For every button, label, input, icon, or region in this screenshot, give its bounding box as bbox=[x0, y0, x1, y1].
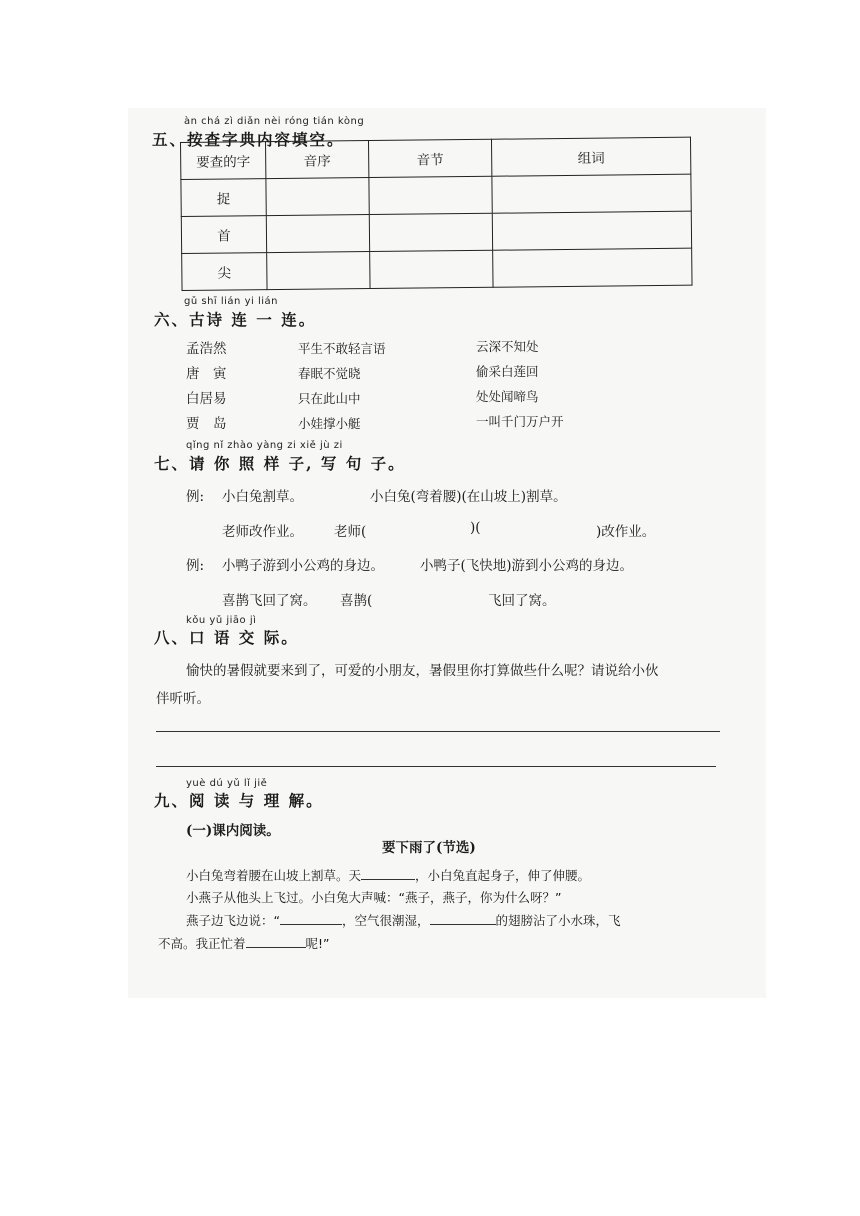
answer-blank[interactable] bbox=[246, 935, 306, 948]
s5-title: 五、按查字典内容填空。 bbox=[152, 130, 345, 149]
passage-text: ，空气很潮湿， bbox=[341, 913, 430, 928]
answer-cell[interactable] bbox=[370, 250, 493, 288]
poet-name: 白居易 bbox=[186, 391, 227, 407]
row-char: 尖 bbox=[182, 253, 267, 291]
s9-pinyin: yuè dú yǔ lǐ jiě bbox=[186, 778, 268, 789]
poem-first-line[interactable]: 平生不敢轻言语 bbox=[298, 341, 386, 356]
passage-line-1 bbox=[186, 866, 590, 884]
answer-cell[interactable] bbox=[369, 213, 492, 251]
question-start: 老师( bbox=[334, 524, 367, 540]
poet-name: 孟浩然 bbox=[186, 341, 227, 357]
table-row bbox=[181, 174, 691, 216]
row-char: 首 bbox=[181, 216, 266, 254]
passage-text: 燕子边飞边说：“ bbox=[186, 913, 280, 928]
header-syllable: 音节 bbox=[368, 139, 491, 177]
s8-pinyin: kǒu yǔ jiāo jì bbox=[186, 615, 257, 626]
oral-prompt-line-2: 伴听听。 bbox=[156, 691, 210, 707]
passage-text: 呢!” bbox=[305, 936, 330, 951]
table-header-row bbox=[181, 137, 691, 179]
answer-cell[interactable] bbox=[266, 178, 369, 216]
question-plain-sentence: 喜鹊飞回了窝。 bbox=[222, 593, 317, 609]
poet-name: 唐 寅 bbox=[186, 366, 227, 382]
poem-second-line[interactable]: 处处闻啼鸟 bbox=[476, 389, 539, 404]
question-start: 喜鹊( bbox=[340, 593, 373, 609]
writing-line[interactable] bbox=[156, 766, 716, 767]
passage-text: ，小白兔直起身子，伸了伸腰。 bbox=[415, 868, 591, 883]
example-label: 例: bbox=[186, 489, 205, 505]
question-plain-sentence: 老师改作业。 bbox=[222, 524, 303, 540]
answer-blank[interactable] bbox=[384, 589, 484, 607]
poem-first-line[interactable]: 只在此山中 bbox=[298, 391, 361, 406]
reading-subtitle: (一)课内阅读。 bbox=[186, 823, 280, 839]
example-plain-sentence: 小白兔割草。 bbox=[222, 489, 303, 505]
writing-line[interactable] bbox=[156, 731, 720, 732]
s9-title: 九、阅 读 与 理 解。 bbox=[154, 791, 324, 810]
passage-line-4 bbox=[158, 934, 330, 952]
answer-blank[interactable] bbox=[376, 520, 466, 538]
table-row bbox=[181, 211, 691, 253]
answer-blank[interactable] bbox=[430, 912, 496, 925]
table-row bbox=[182, 248, 692, 290]
answer-blank[interactable] bbox=[361, 867, 415, 880]
poem-first-line[interactable]: 小娃撑小艇 bbox=[298, 416, 361, 431]
answer-cell[interactable] bbox=[267, 252, 370, 290]
example-full-sentence: 小白兔(弯着腰)(在山坡上)割草。 bbox=[370, 489, 567, 505]
s6-title: 六、古诗 连 一 连。 bbox=[154, 310, 317, 329]
s8-title: 八、口 语 交 际。 bbox=[154, 628, 299, 647]
header-char: 要查的字 bbox=[181, 142, 266, 180]
row-char: 捉 bbox=[181, 179, 266, 217]
passage-line-2: 小燕子从他头上飞过。小白兔大声喊：“燕子，燕子，你为什么呀？” bbox=[186, 890, 562, 905]
s6-pinyin: gǔ shī lián yi lián bbox=[184, 296, 278, 307]
question-end: )改作业。 bbox=[596, 524, 656, 540]
header-words: 组词 bbox=[491, 137, 690, 176]
example-label: 例: bbox=[186, 558, 205, 574]
poem-second-line[interactable]: 偷采白莲回 bbox=[476, 364, 539, 379]
question-end: 飞回了窝。 bbox=[488, 593, 556, 609]
poem-second-line[interactable]: 一叫千门万户开 bbox=[476, 414, 564, 429]
passage-text: 的翅膀沾了小水珠，飞 bbox=[495, 913, 621, 928]
question-mid: )( bbox=[470, 520, 481, 536]
passage-line-3 bbox=[186, 911, 621, 929]
oral-prompt-line-1: 愉快的暑假就要来到了，可爱的小朋友，暑假里你打算做些什么呢？请说给小伙 bbox=[186, 663, 659, 679]
s7-title: 七、请 你 照 样 子, 写 句 子。 bbox=[154, 454, 406, 473]
answer-cell[interactable] bbox=[493, 248, 692, 287]
poem-second-line[interactable]: 云深不知处 bbox=[476, 339, 539, 354]
answer-blank[interactable] bbox=[490, 520, 590, 538]
s7-pinyin: qǐng nǐ zhào yàng zi xiě jù zi bbox=[186, 440, 343, 451]
passage-text: 不高。我正忙着 bbox=[158, 936, 246, 951]
answer-cell[interactable] bbox=[266, 215, 369, 253]
answer-cell[interactable] bbox=[492, 174, 691, 213]
passage-title: 要下雨了(节选) bbox=[382, 840, 476, 856]
answer-cell[interactable] bbox=[369, 176, 492, 214]
header-initial: 音序 bbox=[266, 141, 369, 179]
poem-first-line[interactable]: 春眠不觉晓 bbox=[298, 366, 361, 381]
example-plain-sentence: 小鸭子游到小公鸡的身边。 bbox=[222, 558, 384, 574]
answer-cell[interactable] bbox=[492, 211, 691, 250]
passage-text: 小白兔弯着腰在山坡上割草。天 bbox=[186, 868, 362, 883]
poet-name: 贾 岛 bbox=[186, 416, 227, 432]
example-full-sentence: 小鸭子(飞快地)游到小公鸡的身边。 bbox=[420, 558, 634, 574]
s5-pinyin: àn chá zì diǎn nèi róng tián kòng bbox=[184, 116, 365, 127]
answer-blank[interactable] bbox=[280, 912, 342, 925]
dictionary-lookup-table bbox=[180, 137, 693, 291]
